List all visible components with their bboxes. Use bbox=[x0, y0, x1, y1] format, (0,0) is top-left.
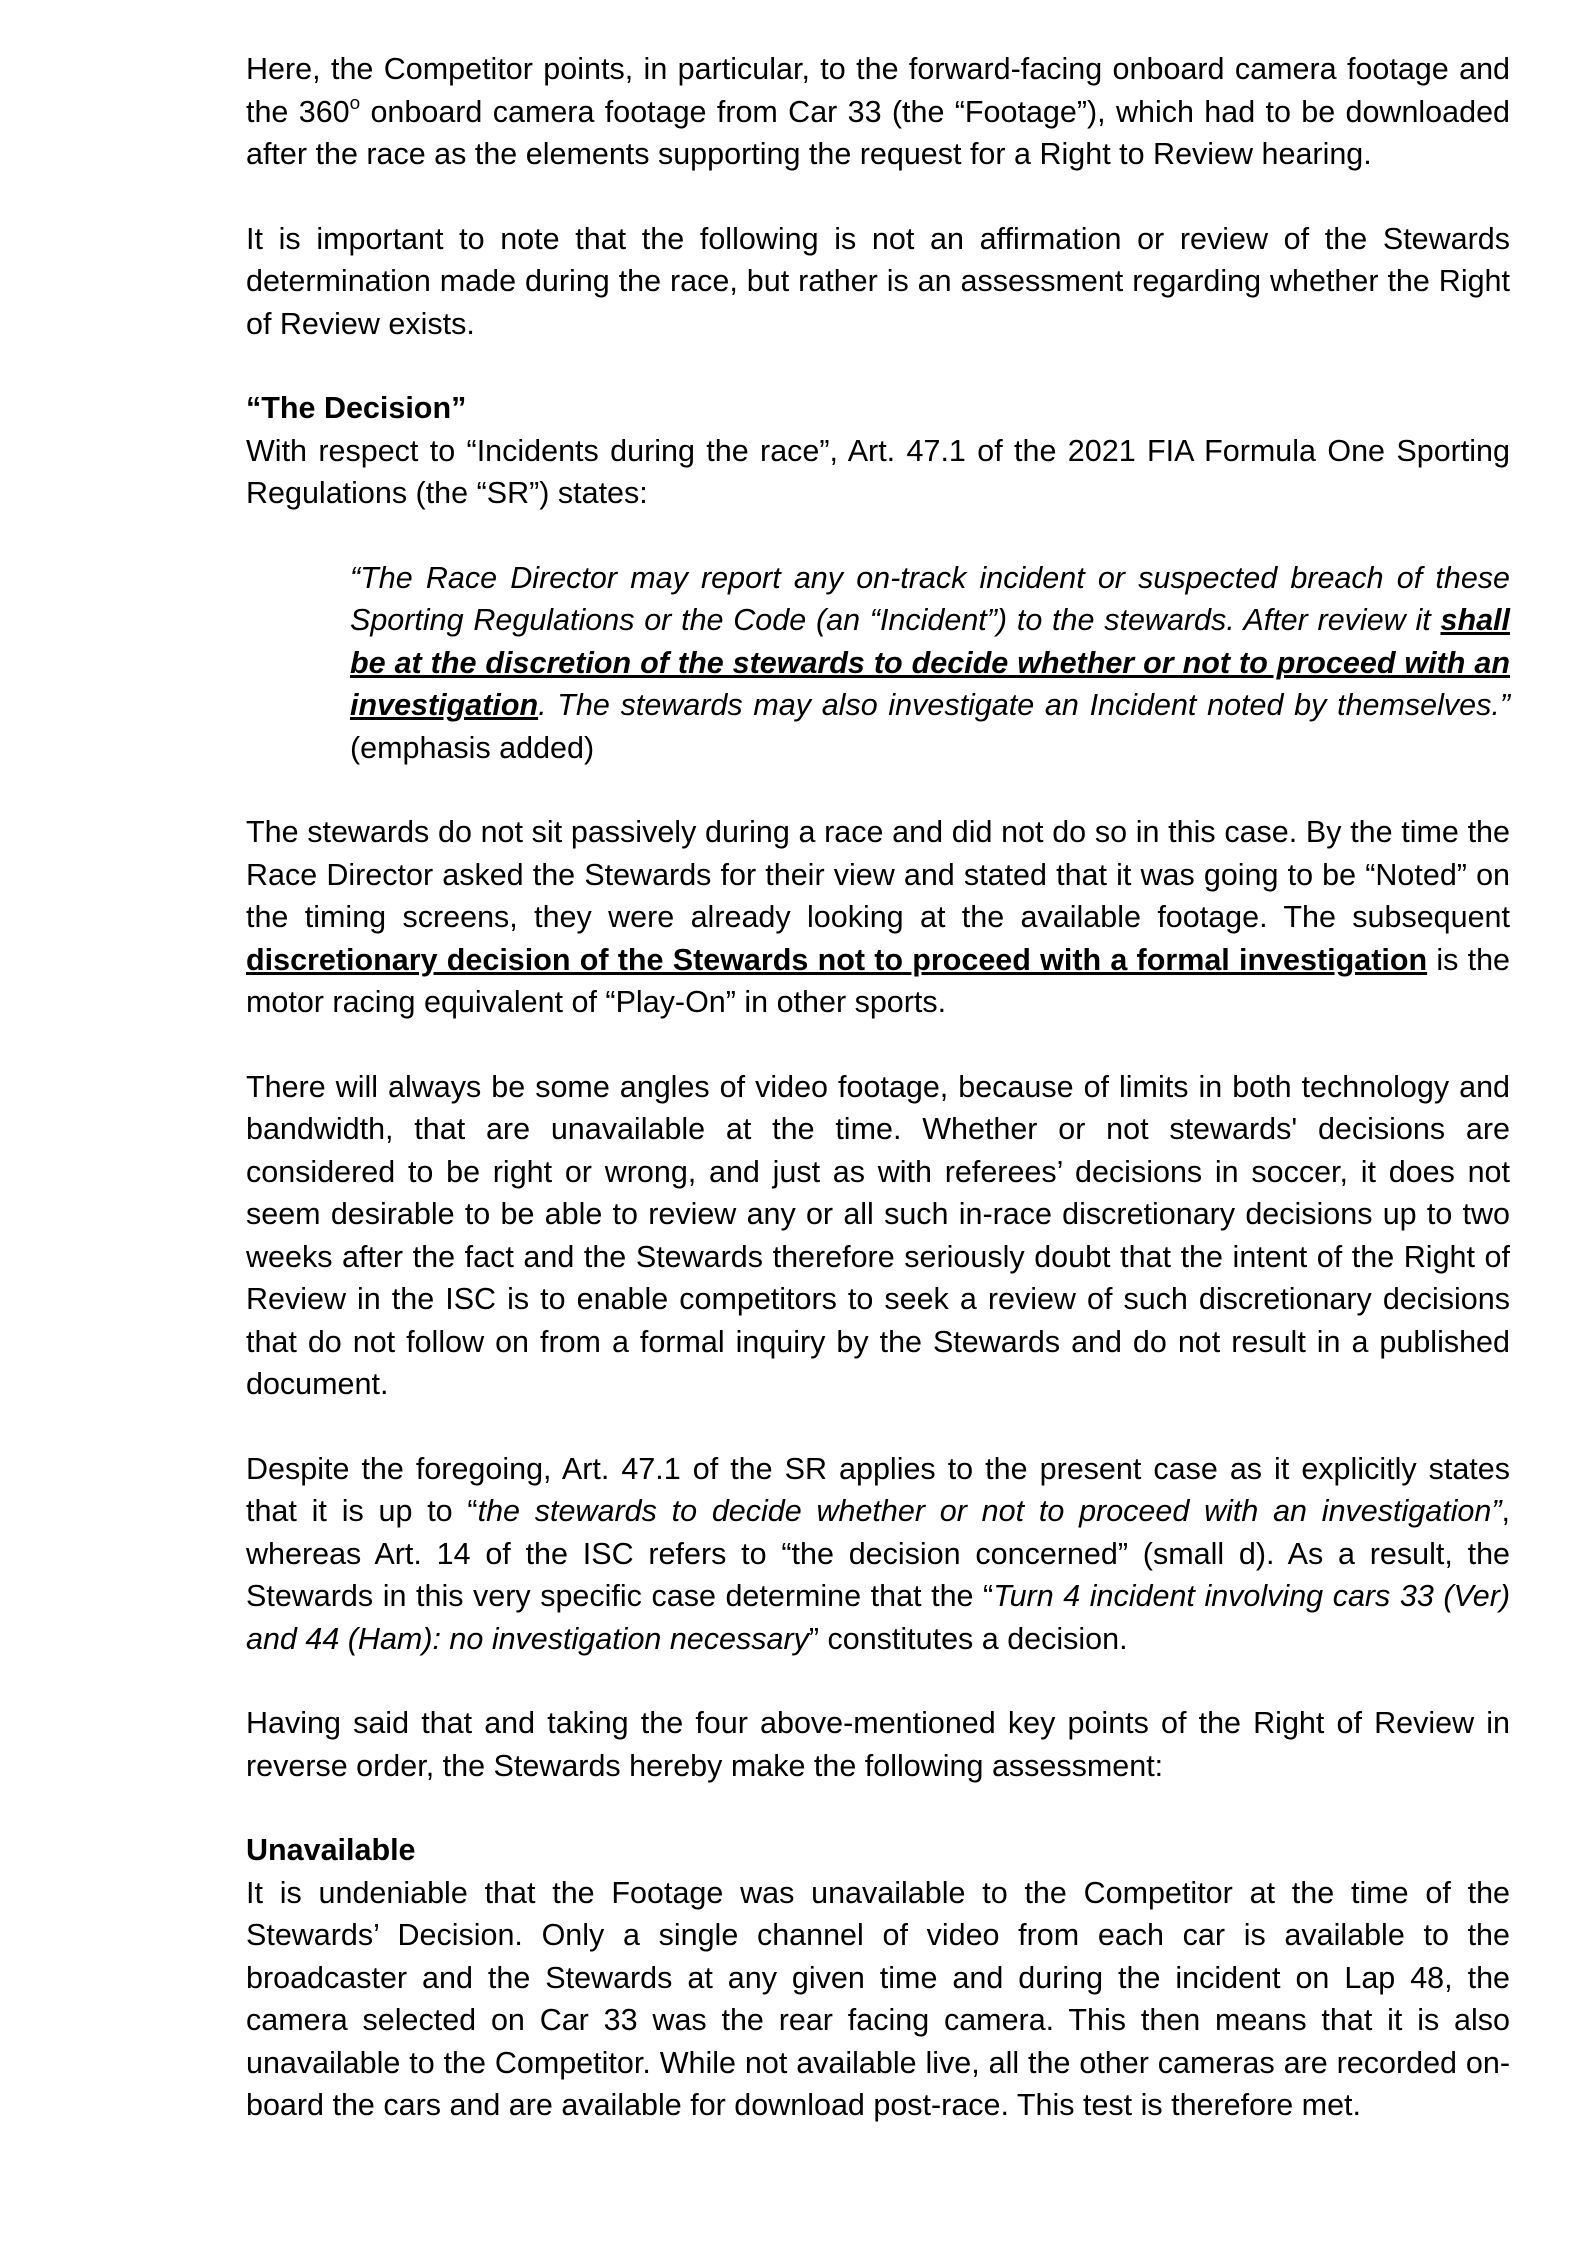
paragraph-stewards-passive bbox=[246, 811, 1510, 1024]
paragraph-foregoing bbox=[246, 1448, 1510, 1661]
degree-superscript: o bbox=[349, 92, 361, 114]
paragraph-unavailable: It is undeniable that the Footage was unavailable to the Competitor at the time of the Stewards’ Decision. Only a single channel of video from each car is available to the broadcaster and the Stewards at any given time and during the incident on Lap 48, the camera selected on Car 33 was the rear facing camera. This then means that it is also unavailable to the Competitor. While not available live, all the other cameras are recorded on-board the cars and are available for download post-race. This test is therefore met. bbox=[246, 1875, 1510, 2122]
paragraph-incidents: With respect to “Incidents during the race”, Art. 47.1 of the 2021 FIA Formula One Sporting Regulations (the “SR”) states: bbox=[246, 433, 1510, 510]
italic-quote: Turn 4 incident involving cars 33 (Ver) and 44 (Ham): no investigation necessary bbox=[246, 1579, 1511, 1656]
quote-text: “The Race Director may report any on-track incident or suspected breach of these Sporting Regulations or the Code (an “Incident”) to the stewards. After review it bbox=[350, 560, 1510, 637]
section-heading-decision: “The Decision” bbox=[246, 391, 467, 425]
paragraph-footage bbox=[246, 48, 1510, 176]
italic-quote: the stewards to decide whether or not to proceed with an investigation” bbox=[477, 1494, 1502, 1528]
paragraph-note: It is important to note that the following is not an affirmation or review of the Stewards determination made during the race, but rather is an assessment regarding whether the Right of Review exists. bbox=[246, 221, 1510, 341]
blockquote-art-47-1 bbox=[350, 557, 1510, 770]
emphasis-note: (emphasis added) bbox=[350, 730, 595, 765]
quote-text: . The stewards may also investigate an Incident noted by themselves.” bbox=[538, 688, 1510, 722]
underlined-emphasis: discretionary decision of the Stewards not to proceed with a formal investigation bbox=[246, 942, 1428, 977]
paragraph-text: is the motor racing equivalent of “Play-On” in other sports. bbox=[246, 942, 1510, 1019]
paragraph-text: onboard camera footage from Car 33 (the “Footage”), which had to be downloaded after the race as the elements supporting the request for a Right to Review hearing. bbox=[246, 94, 1511, 171]
paragraph-text: Despite the foregoing, Art. 47.1 of the SR applies to the present case as it explicitly states that it is up to “ bbox=[246, 1451, 1510, 1528]
paragraph-text: ” constitutes a decision. bbox=[808, 1621, 1128, 1656]
paragraph-text: Here, the Competitor points, in particular, to the forward-facing onboard camera footage and the 360 bbox=[246, 52, 1510, 129]
paragraph-text: The stewards do not sit passively during a race and did not do so in this case. By the time the Race Director asked the Stewards for their view and stated that it was going to be “Noted” on the timing screens, they were already looking at the available footage. The subsequent bbox=[246, 815, 1510, 934]
paragraph-text: , whereas Art. 14 of the ISC refers to “the decision concerned” (small d). As a result, the Stewards in this very specific case determine that the “ bbox=[246, 1494, 1510, 1613]
paragraph-assessment: Having said that and taking the four above-mentioned key points of the Right of Review in reverse order, the Stewards hereby make the following assessment: bbox=[246, 1706, 1510, 1783]
document-page bbox=[246, 48, 1510, 2127]
quote-emphasis: shall be at the discretion of the stewards to decide whether or not to proceed with an investigation bbox=[350, 603, 1510, 722]
paragraph-video-angles: There will always be some angles of video footage, because of limits in both technology and bandwidth, that are unavailable at the time. Whether or not stewards' decisions are considered to be right or wrong, and just as with referees’ decisions in soccer, it does not seem desirable to be able to review any or all such in-race discretionary decisions up to two weeks after the fact and the Stewards therefore seriously doubt that the intent of the Right of Review in the ISC is to enable competitors to seek a review of such discretionary decisions that do not follow on from a formal inquiry by the Stewards and do not result in a published document. bbox=[246, 1069, 1510, 1401]
section-heading-unavailable: Unavailable bbox=[246, 1833, 416, 1867]
